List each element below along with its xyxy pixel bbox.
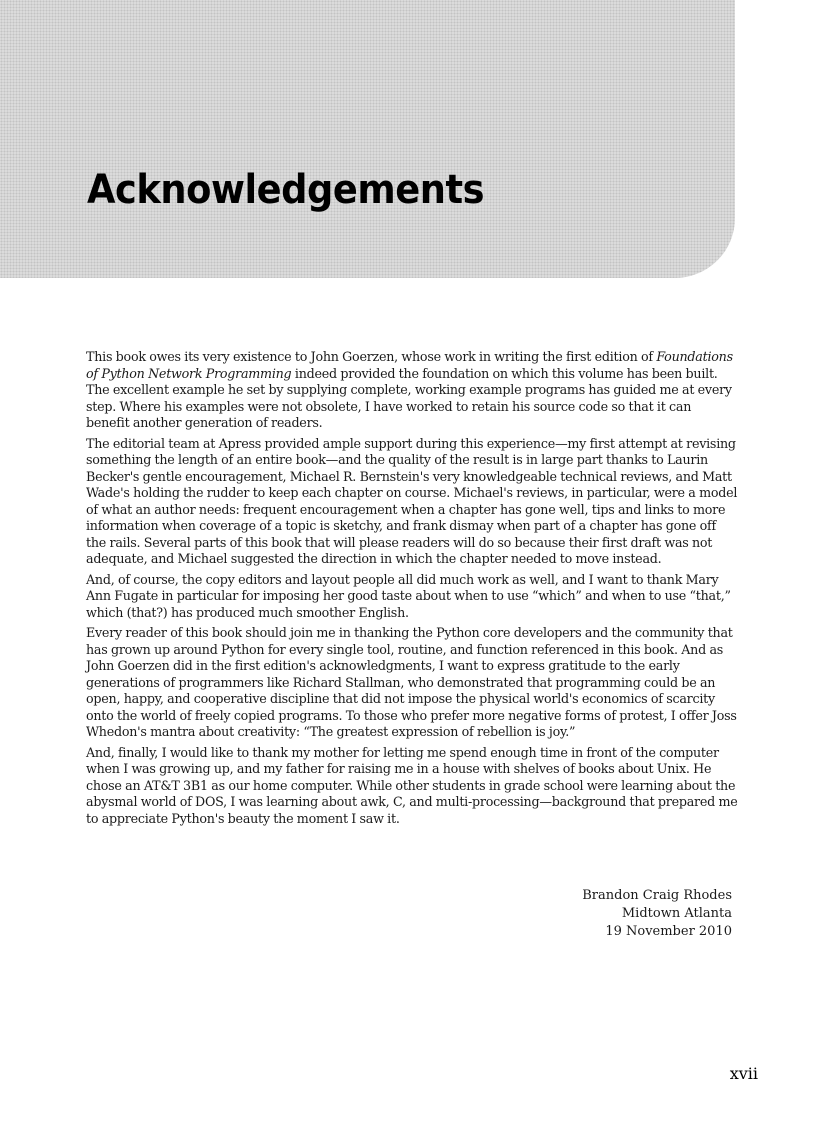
signature-name: Brandon Craig Rhodes [582,888,732,903]
signature-block [582,887,732,941]
paragraph-1-text-end: indeed provided the foundation on which this volume has been built. The excellent example he set by supplying complete, working example programs has guided me at every step. Where his examples were not obsolete, I have worked to retain his source code so that it can benefit another generation of readers. [86,365,732,430]
paragraph-3: And, of course, the copy editors and layout people all did much work as well, and I want to thank Mary Ann Fugate in particular for imposing her good taste about when to use “which” and when to use “that,” which (that?) has produced much smoother English. [86,571,731,620]
signature-place: Midtown Atlanta [621,906,732,921]
page-title: Acknowledgements [87,167,485,213]
book-title-italic: Foundations of Python Network Programming [86,349,733,381]
page-number: xvii [729,1064,758,1083]
signature-date: 19 November 2010 [605,924,732,939]
paragraph-2: The editorial team at Apress provided ample support during this experience—my first attempt at revising something the length of an entire book—and the quality of the result is in large part thanks to Laurin Becker's gentle encouragement, Michael R. Bernstein's very knowledgeable technical reviews, and Matt Wade's holding the rudder to keep each chapter on course. Michael's reviews, in particular, were a model of what an author needs: frequent encouragement when a chapter has gone well, tips and links to more information when coverage of a topic is sketchy, and frank dismay when part of a chapter has gone off the rails. Several parts of this book that will please readers will do so because their first draft was not adequate, and Michael suggested the direction in which the chapter needed to move instead. [86,435,738,566]
chapter-header-band [0,0,735,278]
paragraph-1-text-start: This book owes its very existence to John Goerzen, whose work in writing the first edition of [86,349,657,364]
paragraph-4: Every reader of this book should join me in thanking the Python core developers and the community that has grown up around Python for every single tool, routine, and function referenced in this book. And as John Goerzen did in the first edition's acknowledgments, I want to express gratitude to the early generations of programmers like Richard Stallman, who demonstrated that programming could be an open, happy, and cooperative discipline that did not impose the physical world's economics of scarcity onto the world of freely copied programs. To those who prefer more negative forms of protest, I offer Joss Whedon's mantra about creativity: “The greatest expression of rebellion is joy.” [86,625,737,739]
body-text [86,349,738,831]
paragraph-5: And, finally, I would like to thank my mother for letting me spend enough time in front of the computer when I was growing up, and my father for raising me in a house with shelves of books about Unix. He chose an AT&T 3B1 as our home computer. While other students in grade school were learning about the abysmal world of DOS, I was learning about awk, C, and multi-processing—background that prepared me to appreciate Python's beauty the moment I saw it. [86,744,738,826]
paragraph-1 [86,349,738,432]
